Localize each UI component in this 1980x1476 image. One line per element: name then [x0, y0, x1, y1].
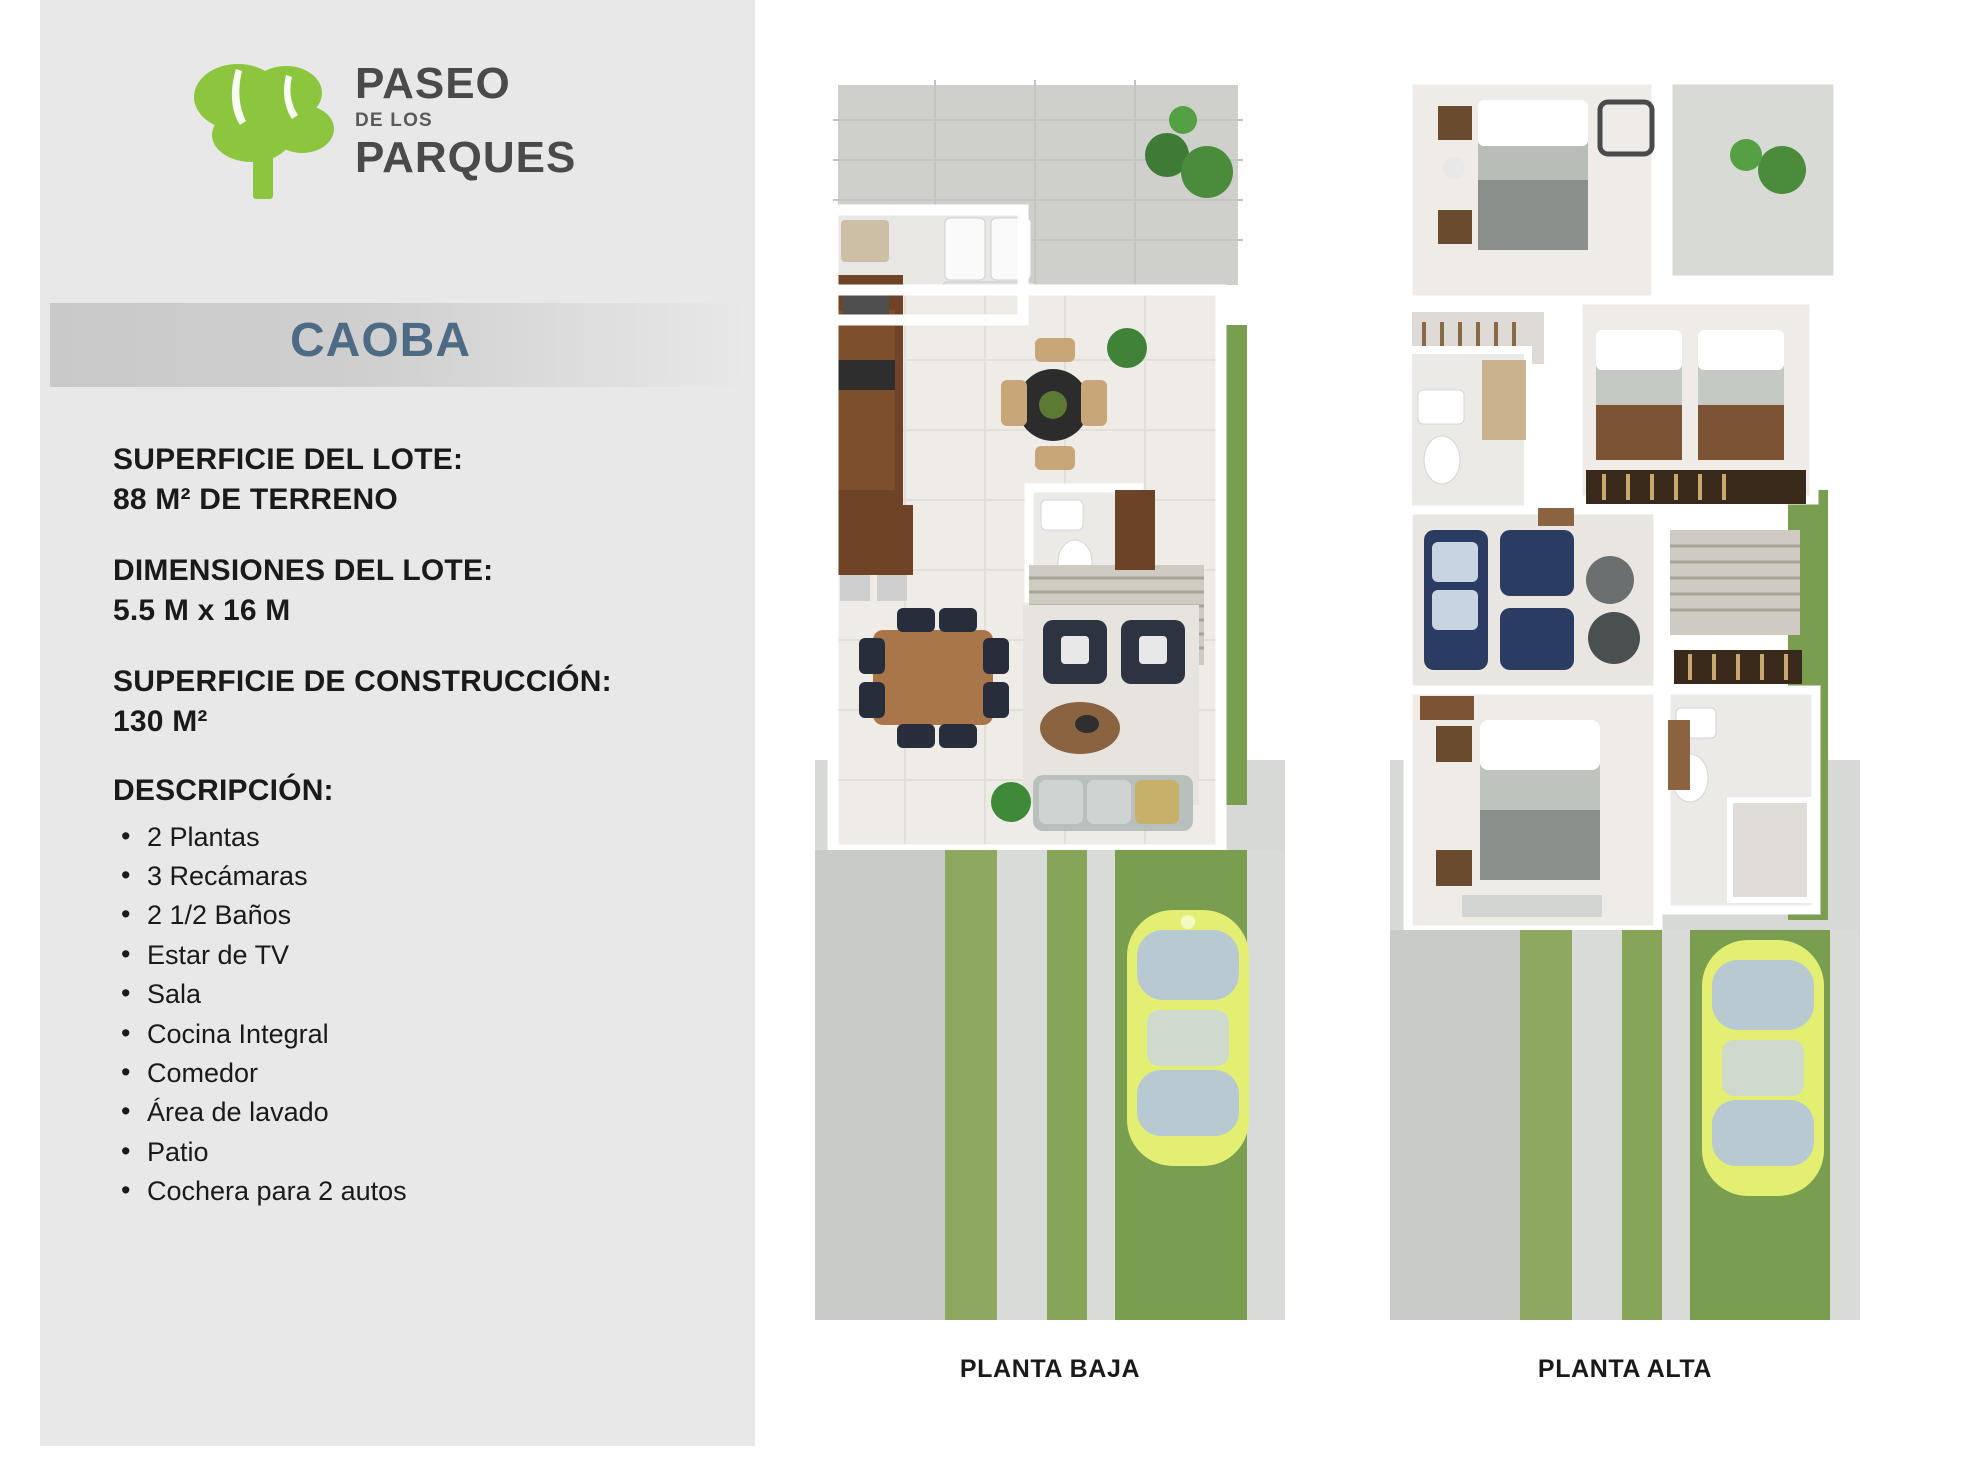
description-block — [113, 774, 733, 1212]
brand-line-2: DE LOS — [355, 109, 433, 131]
brand-logo — [190, 55, 630, 200]
spec-value: 88 M² DE TERRENO — [113, 482, 398, 516]
list-item: • Patio — [113, 1133, 733, 1172]
brand-line-3: PARQUES — [355, 133, 577, 183]
description-label: DESCRIPCIÓN: — [113, 773, 334, 807]
list-item: • 3 Recámaras — [113, 857, 733, 896]
spec-value: 5.5 M x 16 M — [113, 593, 291, 627]
description-list — [113, 818, 733, 1212]
ground-floor-render — [815, 60, 1285, 1320]
spec-label: DIMENSIONES DEL LOTE: — [113, 554, 494, 588]
list-item: • Sala — [113, 975, 733, 1014]
spec-lot-area — [113, 440, 733, 519]
tree-logo-icon — [190, 55, 340, 200]
spec-label: SUPERFICIE DEL LOTE: — [113, 443, 464, 476]
list-item: • Área de lavado — [113, 1093, 733, 1132]
spec-value: 130 M² — [113, 704, 208, 738]
plan-caption: PLANTA ALTA — [1537, 1355, 1713, 1383]
spec-label: SUPERFICIE DE CONSTRUCCIÓN: — [113, 665, 612, 699]
info-panel — [40, 0, 755, 1446]
list-item: • Comedor — [113, 1054, 733, 1093]
upper-floor-render — [1390, 60, 1860, 1320]
list-item: • 2 Plantas — [113, 818, 733, 857]
spec-construction-area — [113, 662, 733, 741]
brand-wordmark — [355, 61, 635, 181]
page-title: CAOBA — [290, 314, 471, 367]
brand-line-1: PASEO — [355, 59, 511, 108]
specifications — [113, 440, 733, 1212]
plan-caption: PLANTA BAJA — [959, 1355, 1141, 1383]
spec-lot-dimensions — [113, 551, 733, 630]
list-item: • 2 1/2 Baños — [113, 896, 733, 935]
list-item: • Cochera para 2 autos — [113, 1172, 733, 1211]
list-item: • Cocina Integral — [113, 1015, 733, 1054]
list-item: • Estar de TV — [113, 936, 733, 975]
